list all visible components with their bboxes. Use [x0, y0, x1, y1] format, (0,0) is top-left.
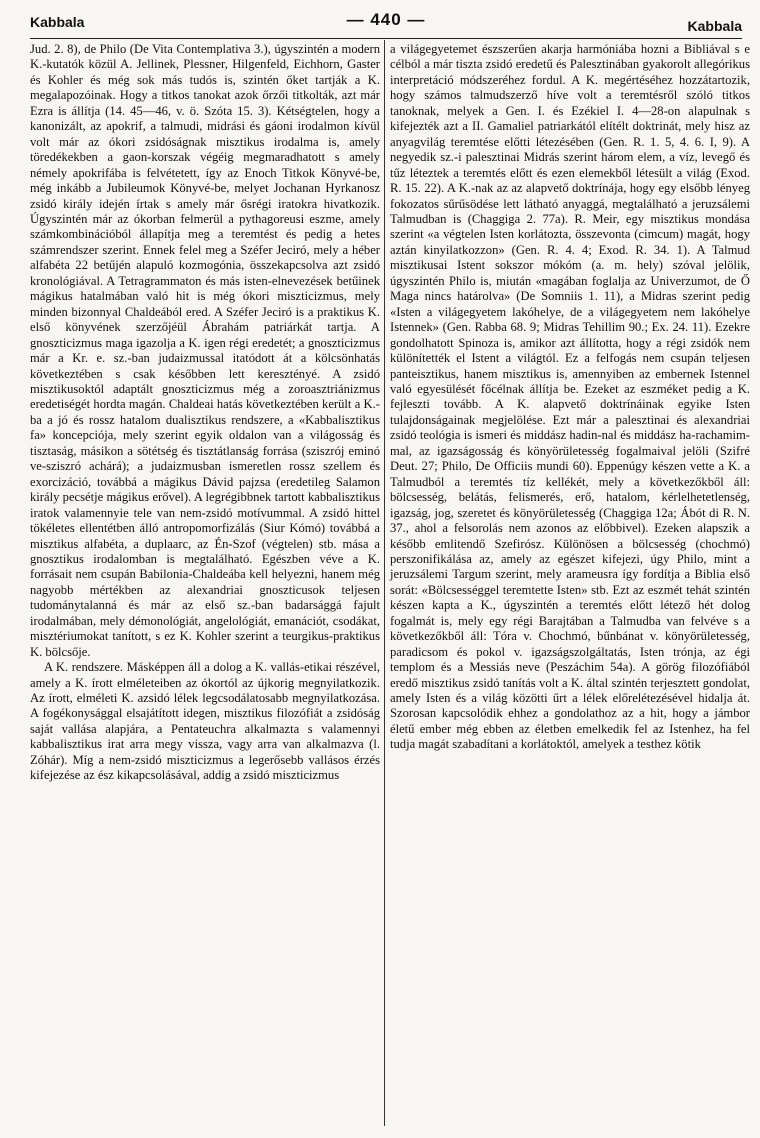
- header-left-keyword: Kabbala: [30, 14, 85, 30]
- column-divider: [384, 40, 385, 1126]
- header-rule: [30, 38, 742, 39]
- right-column: [390, 42, 750, 753]
- right-paragraph-1: a világegyetemet észszerűen akarja harmóniába hozni a Bibliával s e célból a már tiszta zsidó eredetű és Palesztinában gyakorolt allegórikus interpretáció módszeréhez fordul. A K. megértéséhez hozzátartozik, hogy számos talmudszerző híve volt a teremtésről szóló titkos tanoknak, melyek a Gen. I. és Ezékiel I. 4—28-on alapulnak s kifejezték azt a II. Gamaliel patriarkától elítélt doktrinát, mely hisz az anyagvilág teremtése előtti létezésében (Gen. R. 1. 5, 4. 6. I, 9). A negyedik sz.-i palesztinai Midrás szerint három elem, a víz, levegő és tűz léteztek a teremtés előtt és ezen elemekből létesült a világ (Exod. R. 15. 22). A K.-nak az az alapvető doktrínája, hogy egy elsőbb lényeg fokozatos sűrűsödése lett látható anyaggá, megtalálható a jeruzsálemi Talmudban is (Chaggiga 2. 77a). R. Meir, egy misztikus mondása szerint «a végtelen Isten korlátozta, összevonta (cimcum) magát, hogy aztán kinyilatkozzon» (Gen. R. 4. 4; Exod. R. 34. 1). A Talmud misztikusai Istent sokszor mókóm (a. m. hely) szóval jelölik, úgyszintén Philo is, miután «magában foglalja az Univerzumot, de Ő Maga nincs határolva» (De Somniis 1. 11), a Midras szerint pedig «Isten a világegyetem lakóhelye, de a világegyetem nem lakóhelye Istennek» (Gen. Rabba 68. 9; Midras Tehillim 90.; Ex. 24. 11). Ezekre gondolhatott Spinoza is, amikor azt állította, hogy a régi zsidók nem különítették el Istent a világtól. Ez a felfogás nem csupán teljesen panteisztikus, hanem misztikus is, amennyiben az embernek Istennel való egyesülését főcélnak állítja be. Ezeket az eszméket pedig a K. fejleszti tovább. A K. alapvető doktrínáinak egyike Isten tulajdonságainak megjelölése. Ezt már a palesztinai és alexandriai zsidó teológia is ismeri és middász hadin-nal és middász ha-rachamim-mal, az igazságosság és könyörületesség fogalmaival jelöli (Szifré Deut. 27; Philo, De Officiis mundi 60). Eppenúgy készen vette a K. a Talmudból a teremtés tíz kellékét, mely a következőkből áll: bölcsesség, belátás, felismerés, erő, hatalom, kérlelhetetlenség, igazság, jog, szeretet és könyörületesség (Chaggiga 12a; Ábót di R. N. 37., ahol a felsorolás nem azonos az előbbivel). Ezeken alapszik a később emlitendő Szefirósz. Különösen a bölcsesség (chochmó) perszonifikálása az, amely az egészet kifejezi, úgy Philo, mint a jeruzsálemi Targum szerint, mely arameusra így fordítja a Biblia első sorát: «Bölcsességgel teremtette Isten» stb. Ezt az eszmét tehát szintén készen kapta a K., úgyszintén a teremtés előtt létező hét dolog fogalmát is, mely egy régi Barajtában a Talmudba van felvéve s a következőkből áll: Tóra v. Chochmó, bűnbánat v. könyörületesség, paradicsom és pokol v. igazságszolgáltatás, Isten trónja, az égi templom és a Messiás neve (Peszáchim 54a). A görög filozófiából eredő misztikus zsidó tanítás volt a K. által szintén terjesztett gondolat, amely Isten és a világ közötti űrt a lélek előrelétezésével hidalja át. Szorosan kapcsolódik ehhez a gondolathoz az a hit, hogy a jámbor életű ember még ebben az életben emelkedik fel az Istenhez, ha fel tudja magát szabadítani a korlátoktól, amelyek a testhez kötik: [390, 42, 750, 752]
- left-paragraph-1: Jud. 2. 8), de Philo (De Vita Contemplativa 3.), úgyszintén a modern K.-kutatók közül A. Jellinek, Plessner, Hilgenfeld, Eichhorn, Gaster és Kohler és még sok más tudós is, szintén őket tartják a K. megalapozóinak. Hogy a titkos tanokat azok őrzői titkolták, azt már Ezra is állítja (14. 45—46, v. ö. Szóta 15. 3). Kétségtelen, hogy a kanonizált, az apokrif, a talmudi, midrási és gáoni irodalmon kívül volt már az ókori zsidóságnak misztikus irodalma is, amely töredékekben a gaon-korszak végéig megmaradhatott s amely némely apokrifába is felvétetett, így az Enoch Titkok Könyvé-be, még inkább a Jubileumok Könyvé-be, melyet Jochanan Hyrkanosz zsidó király idején írtak s amely már ősrégi iratokra hivatkozik. Úgyszintén már az ókorban felmerül a pythagoreusi eszme, amely számkombinációból állapítja meg a teremtést és pedig a hetes számrendszer szerint. Ennek felel meg a Széfer Jeciró, mely a héber alfabéta 22 betűjén alapuló kozmogónia, összekapcsolva azt zsidó kronológiával. A Tetragrammaton és más isten-elnevezések betűinek mágikus hatalmában való hit is még ókori miszticizmus, mely minden bizonnyal Chaldeából ered. A Széfer Jeciró is a praktikus K. első könyvének szerzőjéül Ábrahám patriárkát tartja. A gnoszticizmus maga igazolja a K. igen régi eredetét; a gnoszticizmus már a Kr. e. sz.-ban judaizmussal itatódott át a kölcsönhatás következtében s csak későbben lett keresztényé. A zsidó misztikusoktól adaptált gnoszticizmus még a zoroasztriánizmus eredetiségét hordta magán. Chaldeai hatás következtében került a K.-ba a jó és rossz hatalom dualisztikus rendszere, a «Kabbalisztikus fa» koncepciója, mely szerint egyik oldalon van a világosság és tisztaság, másikon a sötétség és tisztátlanság forrása (sziszrój eminó ve-sziszró achárá); a judaizmusban ismeretlen rossz szellem és exorcizáció, továbbá a mágikus Dávid pajzsa (eredetileg Salamon király pecsétje mágikus erővel). A legrégibbnek tartott kabbalisztikus iratok valamennyie tele van nem-zsidó motívummal. A zsidó hittel tökéletes ellentétben álló antropomorfizálás (Siur Kómó) továbbá a misztikus alfabéta, a duplaarc, az Én-Szof (végtelen) stb. mása a gnosztikus irodalomban is megtalálható. Egészben véve a K. forrásait nem csupán Babilonia-Chaldeába kell helyezni, hanem még nagyobb mértékben az alexandriai gnoszticusok teljesen tudománytalanná és már az első sz.-ban badarsággá fajult irodalmában, mely démonológiát, angelológiát, emanációt, csodákat, misztériumokat tanított, s ez K. Kohler szerint a teurgikus-praktikus K. bölcsője.: [30, 42, 380, 659]
- page-number: — 440 —: [346, 10, 426, 29]
- left-paragraph-2: A K. rendszere. Másképpen áll a dolog a K. vallás-etikai részével, amely a K. írott elméleteiben az ókortól az újkorig megnyilatkozik. Az írott, elméleti K. azsidó lélek legcsodálatosabb megnyilatkozása. A fogékonysággal elsajátított idegen, misztikus filozófiát a zsidóság saját vallása alapjára, a Pentateuchra alkalmazta s valamennyi kabbalisztikus irat arra megy vissza, vagy arra van alkalmazva (l. Zóhár). Míg a nem-zsidó miszticizmus a legerősebb vallásos érzés kifejezése az ész kikapcsolásával, addig a zsidó miszticizmus: [30, 660, 380, 783]
- left-column: [30, 42, 380, 784]
- page-header: [30, 8, 742, 38]
- header-right-keyword: Kabbala: [687, 18, 742, 34]
